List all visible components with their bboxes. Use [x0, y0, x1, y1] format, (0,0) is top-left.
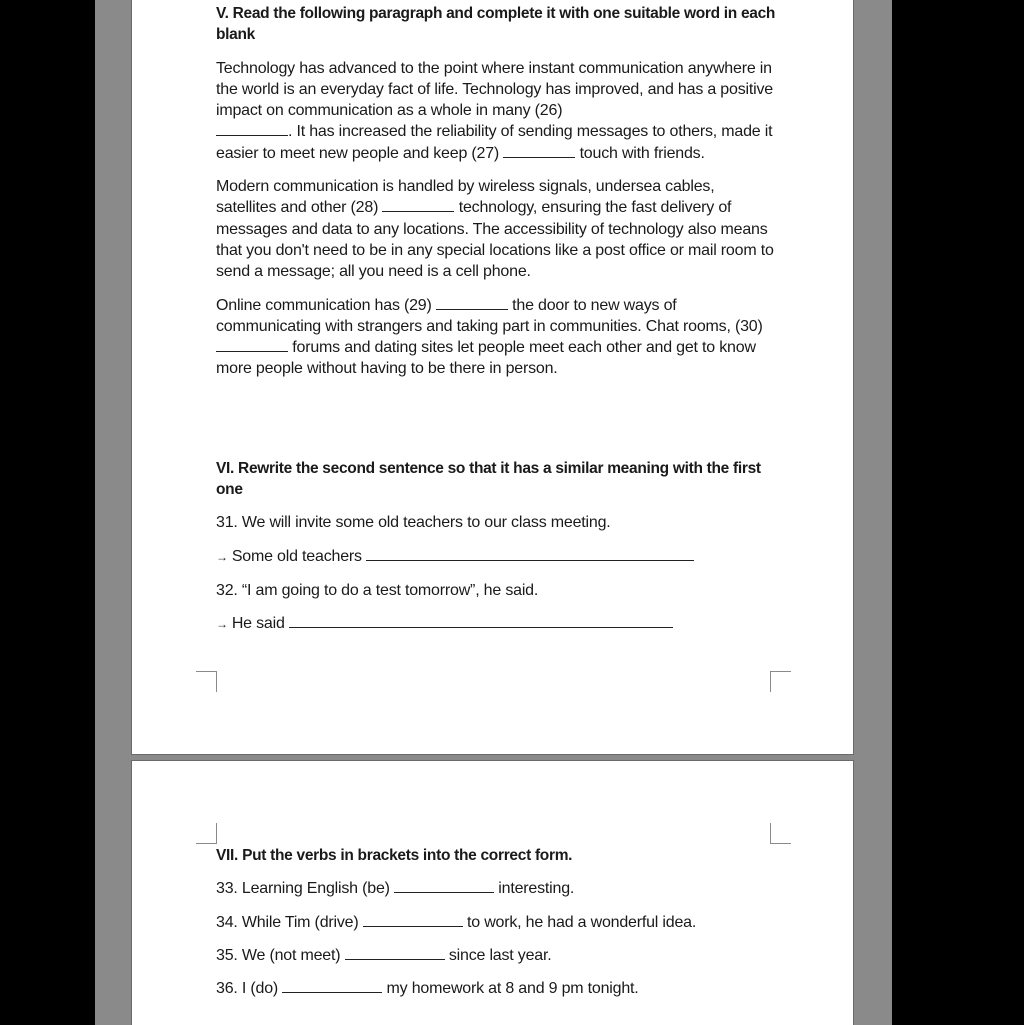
section-5-paragraph-1: Technology has advanced to the point where instant communication anywhere in the world is an everyday fact of life. Technology has improved, and has a positive impact on communication as a whole in many (26) . It has increased the reliability of sending messages to others, made it easier to meet new people and keep (27) touch with friends.: [216, 59, 773, 162]
section-7-heading: VII. Put the verbs in brackets into the correct form.: [216, 847, 573, 864]
answer-blank-31[interactable]: [366, 546, 694, 561]
section-5-paragraph-3: Online communication has (29) the door to new ways of communicating with strangers and taking part in communities. Chat rooms, (30) forums and dating sites let people meet each other and get to know more people without having to be there in person.: [216, 296, 763, 378]
crop-mark-bottom-right: [770, 671, 791, 692]
question-31: 31. We will invite some old teachers to our class meeting.: [216, 514, 611, 532]
answer-blank-32[interactable]: [289, 613, 673, 628]
blank-29[interactable]: [436, 295, 508, 310]
blank-26[interactable]: [216, 121, 288, 136]
page-1-content: [216, 3, 776, 636]
section-5-heading: V. Read the following paragraph and complete it with one suitable word in each blank: [216, 5, 776, 44]
blank-35[interactable]: [345, 945, 445, 960]
blank-27[interactable]: [503, 143, 575, 158]
blank-33[interactable]: [394, 878, 494, 893]
document-page-1: [131, 0, 854, 755]
blank-28[interactable]: [382, 197, 454, 212]
blank-30[interactable]: [216, 337, 288, 352]
page-2-content: [216, 845, 776, 999]
answer-line-32: → He said: [216, 613, 776, 635]
document-viewer[interactable]: [95, 0, 892, 1025]
blank-34[interactable]: [363, 912, 463, 927]
crop-mark-bottom-left: [196, 671, 217, 692]
question-34: 34. While Tim (drive) to work, he had a wonderful idea.: [216, 913, 697, 931]
question-33: 33. Learning English (be) interesting.: [216, 880, 575, 898]
crop-mark-top-right: [770, 823, 791, 844]
arrow-icon: →: [216, 549, 228, 564]
question-32: 32. “I am going to do a test tomorrow”, he said.: [216, 581, 539, 599]
answer-line-31: → Some old teachers: [216, 546, 776, 568]
blank-36[interactable]: [282, 978, 382, 993]
question-35: 35. We (not meet) since last year.: [216, 946, 552, 964]
arrow-icon: →: [216, 617, 228, 632]
section-5-paragraph-2: Modern communication is handled by wireless signals, undersea cables, satellites and other (28) technology, ensuring the fast delivery of messages and data to any locations. The accessibility of technology also means that you don't need to be in any special locations like a post office or mail room to send a message; all you need is a cell phone.: [216, 178, 774, 281]
section-6-heading: VI. Rewrite the second sentence so that it has a similar meaning with the first one: [216, 459, 761, 499]
document-page-2: [131, 760, 854, 1025]
crop-mark-top-left: [196, 823, 217, 844]
question-36: 36. I (do) my homework at 8 and 9 pm tonight.: [216, 980, 639, 998]
